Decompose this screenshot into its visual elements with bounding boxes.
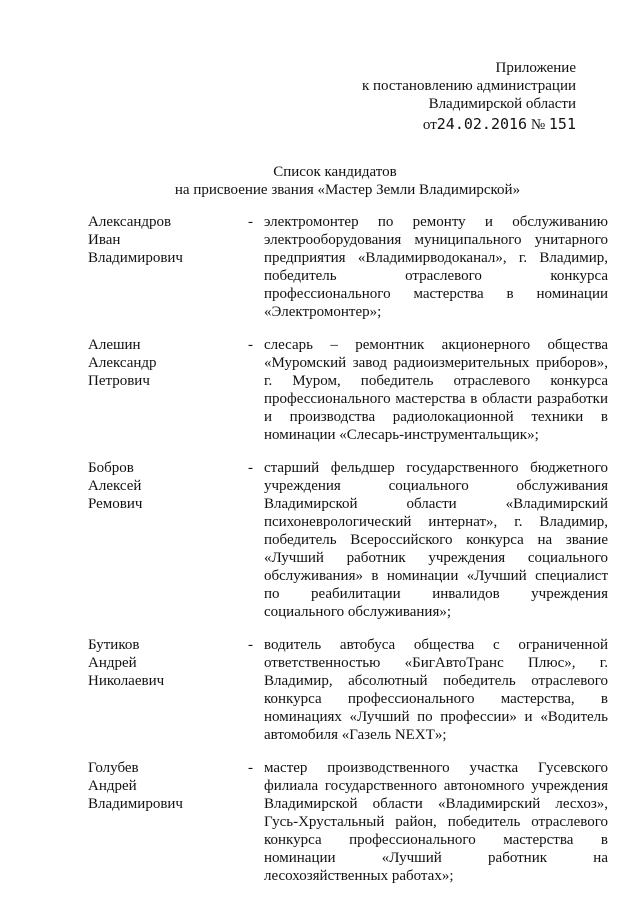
candidate-entry <box>88 759 608 885</box>
title-line-2: на присвоение звания «Мастер Земли Владимирской» <box>174 182 521 198</box>
candidate-entry <box>88 336 608 444</box>
candidate-name <box>88 336 248 444</box>
entry-dash: - <box>248 214 253 230</box>
candidate-description: электромонтер по ремонту и обслуживанию электрооборудования муниципального унитарного предприятия «Владимирводоканал», г. Владимир, победитель отраслевого конкурса профессионального мастерства в номинации «Электромонтер»; <box>264 214 608 320</box>
candidate-surname: Бобров <box>88 460 134 476</box>
candidate-name <box>88 213 248 321</box>
candidate-first-name: Иван <box>88 232 121 248</box>
candidate-name <box>88 759 248 885</box>
number-prefix: № <box>530 117 546 133</box>
candidate-name <box>88 459 248 621</box>
appendix-resolution: к постановлению администрации <box>361 78 576 94</box>
entry-dash: - <box>248 460 253 476</box>
resolution-number: 151 <box>548 115 576 133</box>
resolution-date: 24.02.2016 <box>436 115 528 133</box>
candidate-description: мастер производственного участка Гусевского филиала государственного автономного учреждения Владимирской области «Владимирский лесхоз», Гусь-Хрустальный район, победитель отраслевого конкурса профессионального мастерства в номинации «Лучший работник на лесохозяйственных работах»; <box>264 760 608 884</box>
appendix-label: Приложение <box>495 60 576 76</box>
candidate-surname: Александров <box>88 214 172 230</box>
candidate-surname: Алешин <box>88 337 141 353</box>
candidate-surname: Голубев <box>88 760 139 776</box>
candidate-surname: Бутиков <box>88 637 140 653</box>
candidate-patronymic: Николаевич <box>88 673 165 689</box>
appendix-header <box>362 59 576 134</box>
candidate-patronymic: Ремович <box>88 496 143 512</box>
candidate-first-name: Александр <box>88 355 157 371</box>
candidate-patronymic: Петрович <box>88 373 150 389</box>
appendix-date-number <box>362 115 576 134</box>
document-title <box>0 163 640 199</box>
candidate-entry <box>88 213 608 321</box>
candidate-first-name: Андрей <box>88 655 137 671</box>
candidate-description: водитель автобуса общества с ограниченной ответственностью «БигАвтоТранс Плюс», г. Владимир, абсолютный победитель отраслевого конкурса профессионального мастерства, в номинациях «Лучший по профессии» и «Водитель автомобиля «Газель NEXT»; <box>264 637 608 743</box>
candidate-list <box>88 213 608 900</box>
entry-dash: - <box>248 760 253 776</box>
title-line-1: Список кандидатов <box>273 164 397 180</box>
candidate-description: старший фельдшер государственного бюджетного учреждения социального обслуживания Владимирской области «Владимирский психоневрологический интернат», г. Владимир, победитель Всероссийского конкурса на звание «Лучший работник учреждения социального обслуживания» в номинации «Лучший специалист по реабилитации инвалидов учреждения социального обслуживания»; <box>264 460 608 620</box>
appendix-region: Владимирской области <box>428 96 576 112</box>
candidate-patronymic: Владимирович <box>88 796 183 812</box>
candidate-entry <box>88 636 608 744</box>
entry-dash: - <box>248 637 253 653</box>
entry-dash: - <box>248 337 253 353</box>
date-prefix: от <box>422 117 437 133</box>
candidate-description: слесарь – ремонтник акционерного общества «Муромский завод радиоизмерительных приборов», г. Муром, победитель отраслевого конкурса профессионального мастерства в области разработки и производства радиолокационной техники в номинации «Слесарь-инструментальщик»; <box>264 337 608 443</box>
candidate-patronymic: Владимирович <box>88 250 183 266</box>
candidate-entry <box>88 459 608 621</box>
candidate-name <box>88 636 248 744</box>
candidate-first-name: Алексей <box>88 478 142 494</box>
candidate-first-name: Андрей <box>88 778 137 794</box>
